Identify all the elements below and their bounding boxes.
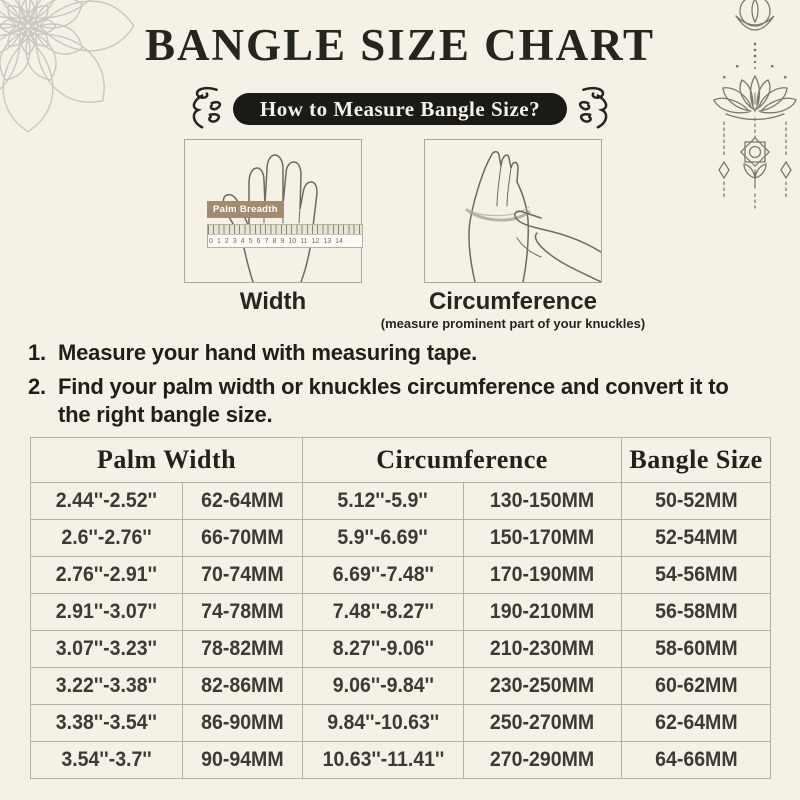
instruction-item bbox=[28, 373, 760, 429]
size-cell: 82-86MM bbox=[183, 668, 303, 705]
flourish-left-icon bbox=[187, 83, 223, 135]
ruler-ticks bbox=[208, 225, 362, 235]
size-cell: 3.22''-3.38'' bbox=[31, 668, 183, 705]
size-cell: 3.54''-3.7'' bbox=[31, 742, 183, 779]
size-cell: 62-64MM bbox=[183, 483, 303, 520]
circumference-note: (measure prominent part of your knuckles) bbox=[380, 316, 646, 331]
table-row bbox=[31, 557, 771, 594]
width-label: Width bbox=[239, 288, 307, 315]
size-cell: 60-62MM bbox=[622, 668, 771, 705]
banner-row bbox=[0, 83, 800, 135]
size-cell: 2.44''-2.52'' bbox=[31, 483, 183, 520]
size-cell: 74-78MM bbox=[183, 594, 303, 631]
size-cell: 70-74MM bbox=[183, 557, 303, 594]
size-cell: 9.84''-10.63'' bbox=[303, 705, 464, 742]
size-cell: 64-66MM bbox=[622, 742, 771, 779]
size-cell: 8.27''-9.06'' bbox=[303, 631, 464, 668]
size-cell: 150-170MM bbox=[464, 520, 622, 557]
column-header-bangle-size: Bangle Size bbox=[622, 438, 771, 483]
size-cell: 250-270MM bbox=[464, 705, 622, 742]
instruction-number: 1. bbox=[28, 340, 46, 365]
size-cell: 210-230MM bbox=[464, 631, 622, 668]
size-cell: 62-64MM bbox=[622, 705, 771, 742]
size-cell: 5.12''-5.9'' bbox=[303, 483, 464, 520]
size-cell: 3.07''-3.23'' bbox=[31, 631, 183, 668]
size-cell: 66-70MM bbox=[183, 520, 303, 557]
size-cell: 90-94MM bbox=[183, 742, 303, 779]
size-cell: 130-150MM bbox=[464, 483, 622, 520]
width-illustration bbox=[184, 139, 362, 283]
table-row bbox=[31, 668, 771, 705]
instruction-text: Find your palm width or knuckles circumference and convert it to the right bangle size. bbox=[58, 374, 729, 427]
size-cell: 2.91''-3.07'' bbox=[31, 594, 183, 631]
column-header-circumference: Circumference bbox=[303, 438, 622, 483]
table-row bbox=[31, 705, 771, 742]
size-cell: 56-58MM bbox=[622, 594, 771, 631]
table-row bbox=[31, 594, 771, 631]
size-cell: 2.6''-2.76'' bbox=[31, 520, 183, 557]
how-to-measure-banner: How to Measure Bangle Size? bbox=[233, 93, 567, 125]
size-cell: 86-90MM bbox=[183, 705, 303, 742]
size-cell: 190-210MM bbox=[464, 594, 622, 631]
size-cell: 9.06''-9.84'' bbox=[303, 668, 464, 705]
size-cell: 3.38''-3.54'' bbox=[31, 705, 183, 742]
size-cell: 7.48''-8.27'' bbox=[303, 594, 464, 631]
size-table-body bbox=[31, 483, 771, 779]
table-row bbox=[31, 631, 771, 668]
size-cell: 10.63''-11.41'' bbox=[303, 742, 464, 779]
size-cell: 78-82MM bbox=[183, 631, 303, 668]
flourish-right-icon bbox=[577, 83, 613, 135]
table-row bbox=[31, 483, 771, 520]
instructions-list bbox=[28, 339, 760, 435]
ruler-numbers: 0 1 2 3 4 5 6 7 8 9 10 11 12 13 14 bbox=[209, 238, 343, 245]
size-cell: 5.9''-6.69'' bbox=[303, 520, 464, 557]
instruction-item bbox=[28, 339, 760, 367]
size-cell: 6.69''-7.48'' bbox=[303, 557, 464, 594]
size-cell: 58-60MM bbox=[622, 631, 771, 668]
instruction-number: 2. bbox=[28, 374, 46, 399]
page-title: BANGLE SIZE CHART bbox=[144, 20, 656, 70]
palm-breadth-tag: Palm Breadth bbox=[207, 201, 284, 218]
circumference-label: Circumference bbox=[428, 288, 598, 315]
size-cell: 170-190MM bbox=[464, 557, 622, 594]
table-row bbox=[31, 520, 771, 557]
column-header-palm-width: Palm Width bbox=[31, 438, 303, 483]
hand-circumference-icon bbox=[425, 140, 601, 282]
size-cell: 52-54MM bbox=[622, 520, 771, 557]
size-cell: 270-290MM bbox=[464, 742, 622, 779]
instruction-text: Measure your hand with measuring tape. bbox=[58, 340, 478, 365]
table-header-row bbox=[31, 438, 771, 483]
table-row bbox=[31, 742, 771, 779]
size-cell: 54-56MM bbox=[622, 557, 771, 594]
ruler bbox=[207, 224, 363, 248]
circumference-illustration bbox=[424, 139, 602, 283]
size-table bbox=[30, 437, 771, 779]
size-cell: 230-250MM bbox=[464, 668, 622, 705]
size-cell: 2.76''-2.91'' bbox=[31, 557, 183, 594]
size-cell: 50-52MM bbox=[622, 483, 771, 520]
